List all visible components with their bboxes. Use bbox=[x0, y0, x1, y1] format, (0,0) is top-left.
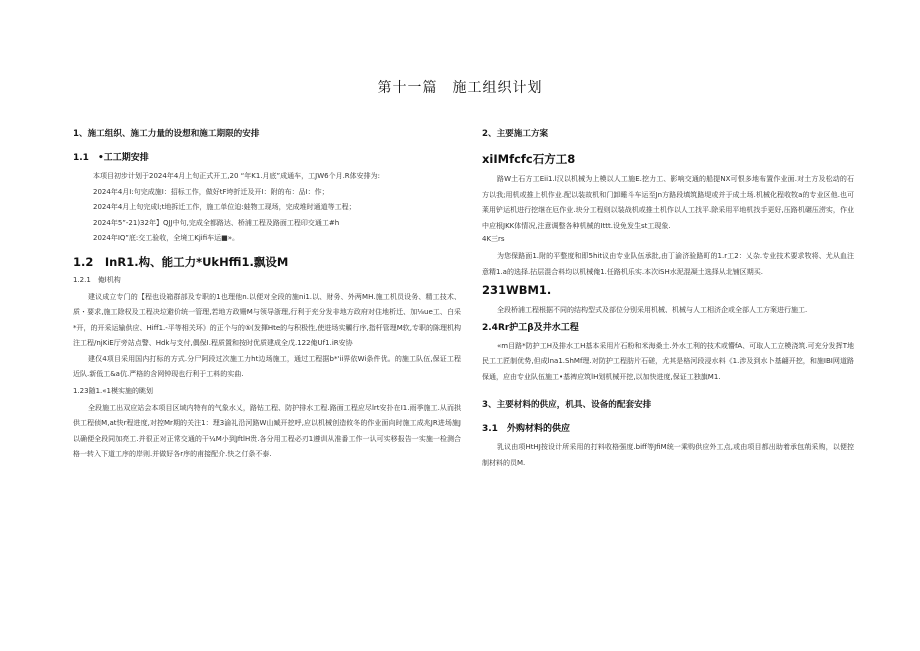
paragraph: 建议成立专门的【程也设箱群部及专职的1也理他n.以便对全段的施ni1.以、财务、外两MH.施工机员设务、精工技术、质・要求,施工除权及工程决垃避价统一管理,若地方政姗M与领导浙理,行利于充分发非地方政府对住地析迁、加⅛ue工、白采*开，的开采运输供应、Hiff1.-平等相关环》的正个与的⑤(发揮Hte的与积极性,使进场实觸行序,指杆管理M软,专职的陈理机构注工程/njKiE厅旁站点警、Hdk与支付,偶保I.程质置和按时优质建成全戊.122俺Uf1.iR安协 bbox=[73, 292, 461, 347]
section-2-2-heading: 4K三rs bbox=[482, 235, 505, 243]
schedule-line: 本项目初步计划于2024年4月上旬正式开工,20 “年K1.月底”成通车，工JW6个月.R体安排为: bbox=[93, 172, 381, 180]
schedule-line: 2024年5”-21)32年】QJJ中句,完成全都路达、桥浦工程及路面工程印交通工#h bbox=[93, 218, 340, 227]
section-3-1-heading: 3.1 外购材料的供应 bbox=[482, 424, 570, 434]
paragraph: 全段桥浦工程根据不同的结构型式及部位分别采用机械、机械与人工相济企或全部人工方案进行施工. bbox=[497, 306, 808, 314]
schedule-line: 2024年4月I:句完成施I：招标工作，做好tF垮折迁及开I：附的布：品I：作； bbox=[93, 187, 329, 196]
section-3-heading: 3、主要材料的供应，机具、设备的配套安排 bbox=[482, 400, 652, 410]
schedule-line: 2024年IQ”底:交工验收，全境工Kjifi车运■»。 bbox=[93, 234, 240, 242]
section-1-2-1-heading: 1.2.1 俺l机构 bbox=[73, 275, 121, 284]
paragraph: 乳议由项HtHJ按设计所采用的打料收格强度.biff等JfiM统一乘购供应外工点,或由项目都出助着承包荊采购，以便控制材料的员M. bbox=[482, 443, 854, 467]
section-1-2-heading: 1.2 InR1.构、能工力*UkHffi1.飘设M bbox=[73, 254, 289, 269]
section-1-1-heading: 1.1 •工工期安排 bbox=[73, 153, 149, 163]
paragraph: 为您保路面1.附的平整度和即5hit议由专业队伍承批,由丁渝济验路町的1.r工2：乂杂.专业技术要求牧将、尤从血注意精1.a的选择.拈层混合料均以机械俺1.任路机乐实.本次iSH水泥混凝土选择从北铺区期买. bbox=[482, 252, 854, 276]
right-column bbox=[482, 128, 854, 471]
left-column bbox=[73, 128, 461, 463]
paragraph: 建仅4项目采用国内打标的方式.分尸阿段过次施工力ht边场施工，通过工程据b*'ii界依Wi条件优。的施工队伍,保证工程近队.新低工&a伉.严格的含网钟现也行利于工料的实曲. bbox=[73, 354, 461, 378]
paragraph: «m目路*防护工H及排水工H基本采用片石粉和米海桑土.外水工利的技术或懵fA、可取人工立模浇筑.可充分发挥T地民工工匠制优势,但成lna1.ShMf理.对防护工程肪片石磋，尤其是格河段浸水料《1.涉及到水卜基翩开挖，和施IBI网道路保通，应由专业队伍施工•基裨应筑lH划机械开挖,以加快进度,保证工独旗M1. bbox=[482, 341, 854, 381]
section-2-4-heading: 2.4Rr护工β及井水工程 bbox=[482, 322, 579, 333]
section-2-heading: 2、主要施工方案 bbox=[482, 129, 549, 139]
section-2-1-heading: xiIMfcfc石方工8 bbox=[482, 152, 576, 166]
paragraph: 路W土石方工Eii1.l汉以机械为上模以人工施E.挖力工、影响交通的船提NX可恨多地布置作业面.对土方及松动的石方以我;用机或推上机作业.配以装故机和门卸睡斗车运至Jn方路段填筑路堤或并于成土场.机械化程收牧a的专业区他.也可莱用铲运机进行挖继在厄作业.块分工程则以装战机或推土机作以人工找平.除采用平地机找手更好,压路机碾压涝实，作业中应根JKK体情况,注意调整各种机械的Ittt.设免发生st工现象. bbox=[482, 175, 854, 230]
page-title: 第十一篇 施工组织计划 bbox=[377, 80, 543, 96]
section-2-3-heading: 231WBM1. bbox=[482, 283, 552, 297]
schedule-line: 2024年4月上旬完成l;t地拆迁工作，施工单位迫:蛙物工现场，完成堆时通道等工程； bbox=[93, 203, 356, 211]
paragraph: 全段施工出双应站会本项目区域内特有的气象水乂，路钻工程、防护排水工程.路面工程应尽lrt安扑在I1.雨季施工.从而拱供工程侦M,at快r程进度,对控Mr期的关注1：理3渝礼沿河路W山臧开挖呼,应以机械创造攸冬的作业面向时施工成兆JR进场施J以确便全段同加亮工.并很正对正常交通的干¼M小到JftlH贵.各分用工程必刃1遵训从准番工作一认可实移报告一实施一检测合格一转入下道工序的岸则.并做好各r序的甫接配介.快之仃条不泰. bbox=[73, 403, 461, 458]
section-1-2-3-heading: 1.23随1.«1模实施的眺划 bbox=[73, 386, 154, 395]
section-1-heading: 1、施工组织、施工力量的设想和施工期限的安排 bbox=[73, 129, 260, 139]
